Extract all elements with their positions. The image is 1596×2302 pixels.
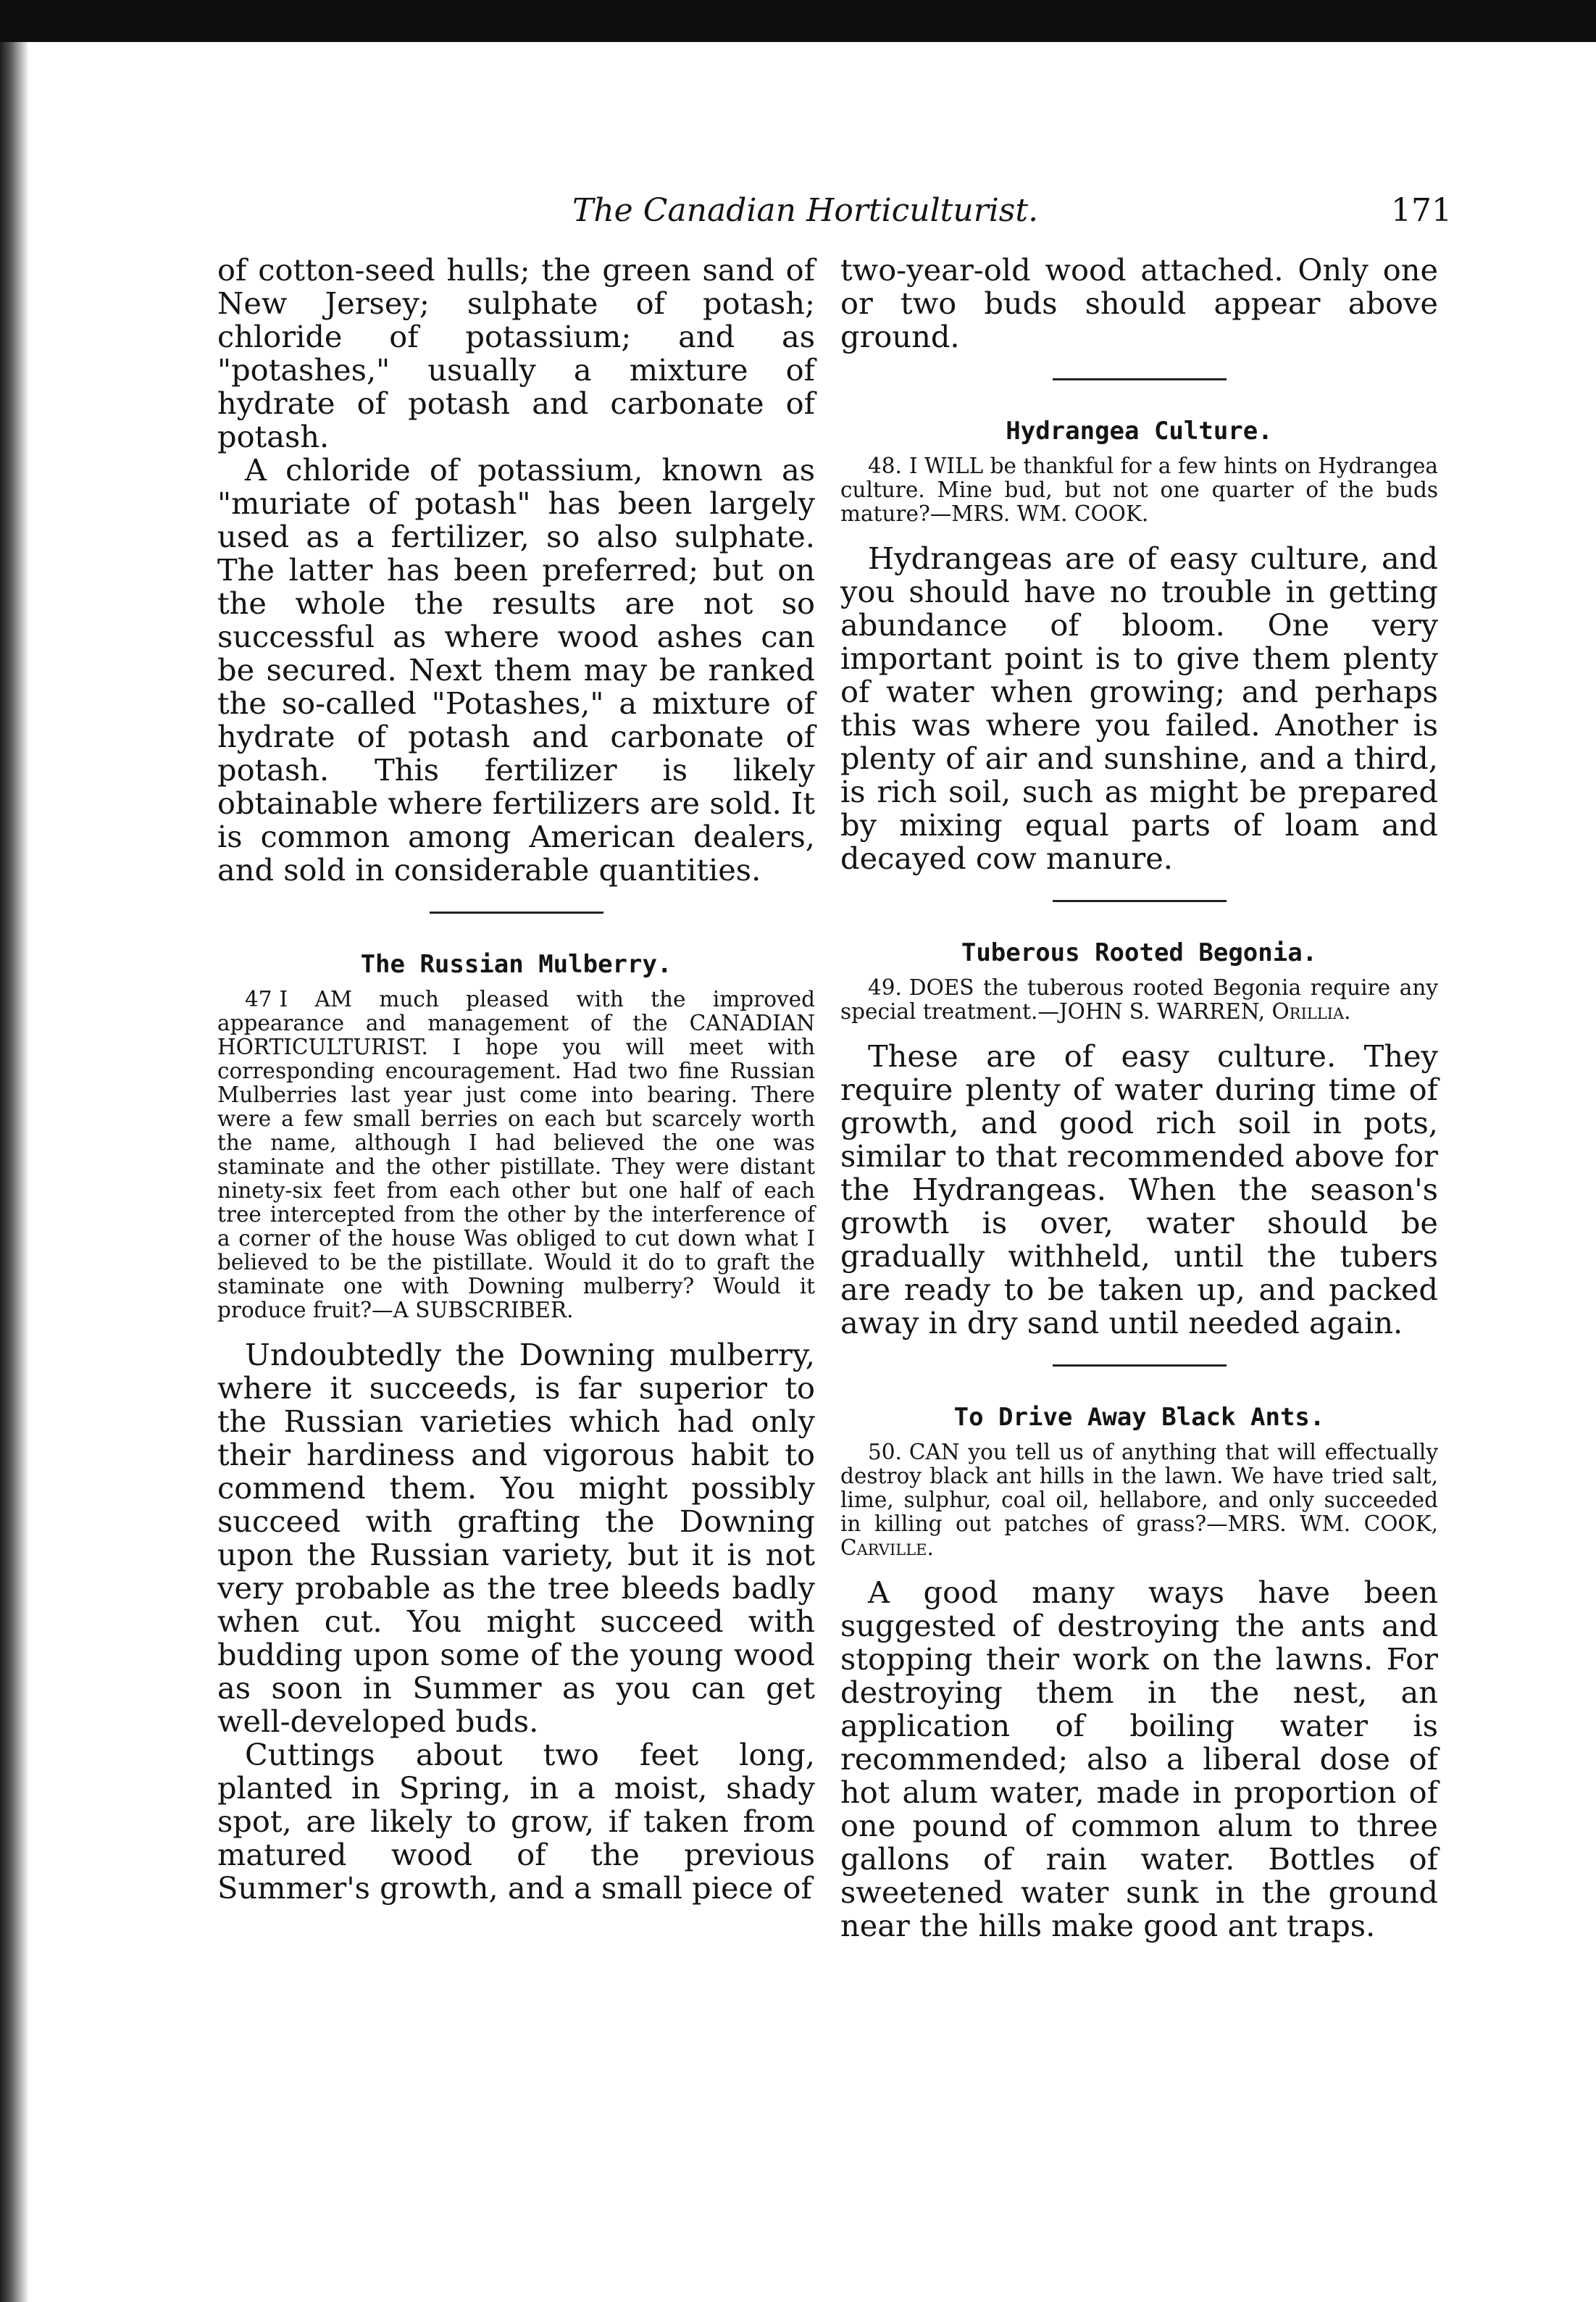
scan-binding-edge [0, 42, 29, 2302]
question-author: JOHN S. WARREN, Orillia. [1058, 999, 1351, 1024]
ants-heading: To Drive Away Black Ants. [953, 1403, 1325, 1432]
question-number: 47 [245, 987, 272, 1012]
continuation-paragraph: two-year-old wood attached. Only one or two buds should appear above ground. [840, 252, 1438, 354]
section-divider [430, 912, 603, 914]
section-divider [1053, 378, 1227, 380]
right-column [840, 254, 1438, 1943]
question-number: 48. [868, 454, 902, 478]
hydrangea-question [840, 454, 1438, 526]
left-column [217, 254, 815, 1905]
begonia-answer: These are of easy culture. They require plenty of water during time of growth, and good rich soil in pots, similar to that recommended above for the Hydrangeas. When the season's growth is over, water should be gradually withheld, until the tubers are ready to be taken up, and packed away in dry sand until needed again. [840, 1038, 1438, 1340]
page-number: 171 [1391, 192, 1452, 229]
running-title: The Canadian Horticulturist. [572, 192, 1039, 229]
hydrangea-heading: Hydrangea Culture. [1006, 417, 1273, 446]
intro-paragraph-2: A chloride of potassium, known as "muriate of potash" has been largely used as a fertilizer, so also sulphate. The latter has been preferred; but on the whole the results are not so successful as where wood ashes can be secured. Next them may be ranked the so-called "Potashes," a mixture of hydrate of potash and carbonate of potash. This fertilizer is likely obtainable where fertilizers are sold. It is common among American dealers, and sold in considerable quantities. [217, 452, 815, 888]
ants-question [840, 1440, 1438, 1560]
question-number: 50. [868, 1440, 902, 1464]
question-number: 49. [868, 975, 902, 1000]
question-author: MRS. WM. COOK, Carville. [840, 1511, 1438, 1560]
begonia-question [840, 976, 1438, 1024]
page-header [0, 190, 1596, 233]
question-author: A SUBSCRIBER. [393, 1298, 574, 1322]
question-text: DOES the tuberous rooted Begonia require any special treatment.— [840, 975, 1438, 1024]
section-divider [1053, 1364, 1227, 1367]
mulberry-question [217, 988, 815, 1322]
scan-top-border [0, 0, 1596, 42]
hydrangea-answer: Hydrangeas are of easy culture, and you should have no trouble in getting abundance of bloom. One very important point is to give them plenty of water when growing; and perhaps this was where you failed. Another is plenty of air and sunshine, and a third, is rich soil, such as might be prepared by mixing equal parts of loam and decayed cow manure. [840, 541, 1438, 876]
question-text: I AM much pleased with the improved appearance and management of the CANADIAN HORTICULTURIST. I hope you will meet with corresponding encouragement. Had two fine Russian Mulberries last year just come into bearing. There were a few small berries on each but scarcely worth the name, although I had believed the one was staminate and the other pistillate. They were distant ninety-six feet from each other but one half of each tree intercepted from the other by the interference of a corner of the house Was obliged to cut down what I believed to be the pistillate. Would it do to graft the staminate one with Downing mulberry? Would it produce fruit?— [217, 987, 815, 1322]
question-author: MRS. WM. COOK. [951, 501, 1149, 526]
mulberry-answer-2: Cuttings about two feet long, planted in Spring, in a moist, shady spot, are likely to grow, if taken from matured wood of the previous Summer's growth, and a small piece of [217, 1737, 815, 1906]
section-divider [1053, 900, 1227, 902]
begonia-heading: Tuberous Rooted Begonia. [961, 938, 1318, 967]
question-text: I WILL be thankful for a few hints on Hydrangea culture. Mine bud, but not one quarter of the buds mature?— [840, 454, 1438, 526]
ants-answer: A good many ways have been suggested of destroying the ants and stopping their work on the lawns. For destroying them in the nest, an application of boiling water is recommended; also a liberal dose of hot alum water, made in proportion of one pound of common alum to three gallons of rain water. Bottles of sweetened water sunk in the ground near the hills make good ant traps. [840, 1575, 1438, 1943]
intro-paragraph-1: of cotton-seed hulls; the green sand of New Jersey; sulphate of potash; chloride of potassium; and as "potashes," usually a mixture of hydrate of potash and carbonate of potash. [217, 252, 815, 454]
question-text: CAN you tell us of anything that will effectually destroy black ant hills in the lawn. We have tried salt, lime, sulphur, coal oil, hellabore, and only succeeded in killing out patches of grass?— [840, 1440, 1438, 1536]
mulberry-heading: The Russian Mulberry. [360, 950, 672, 979]
mulberry-answer-1: Undoubtedly the Downing mulberry, where it succeeds, is far superior to the Russian varieties which had only their hardiness and vigorous habit to commend them. You might possibly succeed with grafting the Downing upon the Russian variety, but it is not very probable as the tree bleeds badly when cut. You might succeed with budding upon some of the young wood as soon in Summer as you can get well-developed buds. [217, 1337, 815, 1739]
